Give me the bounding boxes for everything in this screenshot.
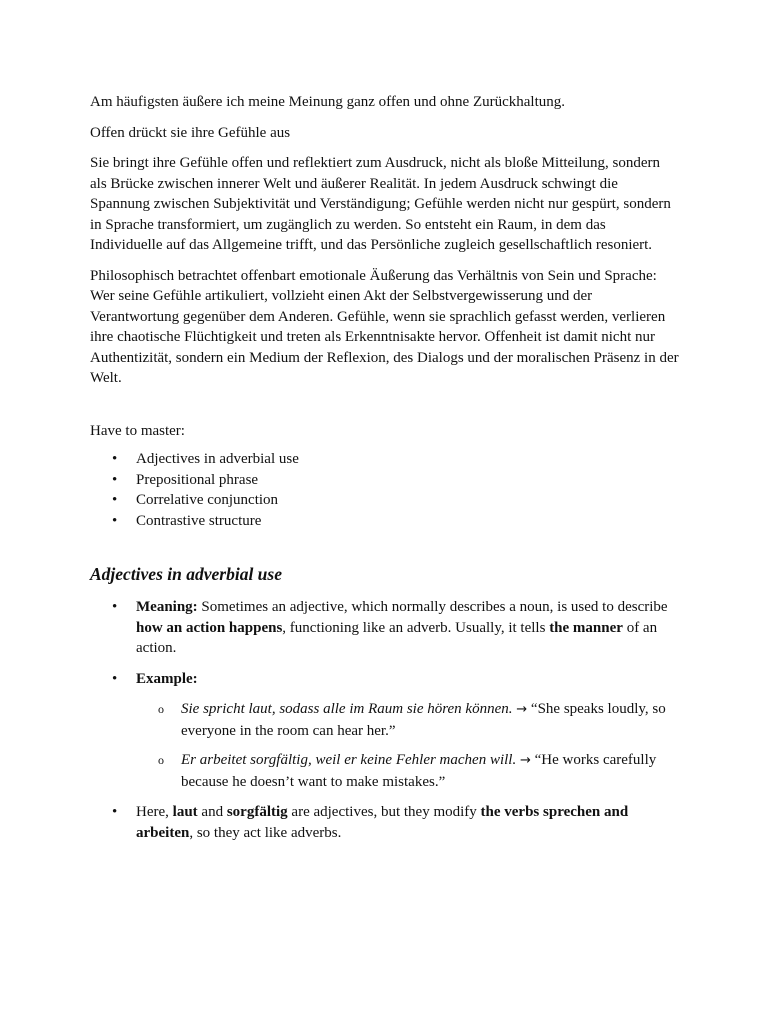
list-item: • Prepositional phrase [90,470,680,491]
meaning-item: • Meaning: Sometimes an adjective, which normally describes a noun, is used to describe how an action happens, functioning like an adverb. Usually, it tells the manner of an action. [112,599,668,656]
example-sentence: o Sie spricht laut, sodass alle im Raum sie hören können. → “She speaks loudly, so everyone in the room can hear her.” [158,701,666,739]
bullet-icon: • [112,599,118,615]
master-list [90,449,680,531]
intro-line-1: Am häufigsten äußere ich meine Meinung ganz offen und ohne Zurückhaltung. [90,94,565,110]
intro-line-2: Offen drückt sie ihre Gefühle aus [90,124,291,141]
spacer [90,399,680,421]
list-item: • Contrastive structure [90,511,680,532]
example-label: Example: [136,670,198,687]
here-item: • Here, laut and sorgfältig are adjectives, but they modify the verbs sprechen and arbeiten, so they act like adverbs. [112,804,629,841]
bullet-icon: • [112,670,118,687]
bullet-icon: • [112,804,118,820]
list-item: • Correlative conjunction [90,490,680,511]
section-list [90,597,680,843]
circle-bullet-icon: o [158,753,164,767]
arrow-right-icon: → [516,702,528,717]
bullet-icon: • [112,451,118,467]
bullet-icon: • [112,492,118,508]
intro-paragraph-1: Sie bringt ihre Gefühle offen und reflektiert zum Ausdruck, nicht als bloße Mitteilung, sondern als Brücke zwischen innerer Welt und äußerer Realität. In jedem Ausdruck schwingt die Spannung zwischen Subjektivität und Verständigung; Gefühle werden nicht nur gespürt, sondern in Sprache transformiert, um zugänglich zu werden. So entsteht ein Raum, in dem das Individuelle auf das Allgemeine trifft, und das Persönliche zugleich gesellschaftlich resoniert. [90,155,671,253]
circle-bullet-icon: o [158,702,164,716]
document-page [90,92,680,853]
example-sentence: o Er arbeitet sorgfältig, weil er keine Fehler machen will. → “He works carefully because he doesn’t want to make mistakes.” [158,752,657,790]
meaning-label: Meaning: [136,599,198,615]
example-item [90,669,680,793]
section-title: Adjectives in adverbial use [90,564,282,584]
example-list [136,699,680,792]
master-heading: Have to master: [90,422,185,439]
list-item: • Adjectives in adverbial use [90,449,680,470]
bullet-icon: • [112,512,118,529]
bullet-icon: • [112,471,118,488]
intro-paragraph-2: Philosophisch betrachtet offenbart emotionale Äußerung das Verhältnis von Sein und Sprache: Wer seine Gefühle artikuliert, vollzieht einen Akt der Selbstvergewisserung und der Verantwortung gegenüber dem Anderen. Gefühle, wenn sie sprachlich gefasst werden, verlieren ihre chaotische Flüchtigkeit und treten als Erkenntnisakte hervor. Offenheit ist damit nicht nur Authentizität, sondern ein Medium der Reflexion, des Dialogs und der moralischen Präsenz in der Welt. [90,267,679,386]
arrow-right-icon: → [519,753,531,768]
